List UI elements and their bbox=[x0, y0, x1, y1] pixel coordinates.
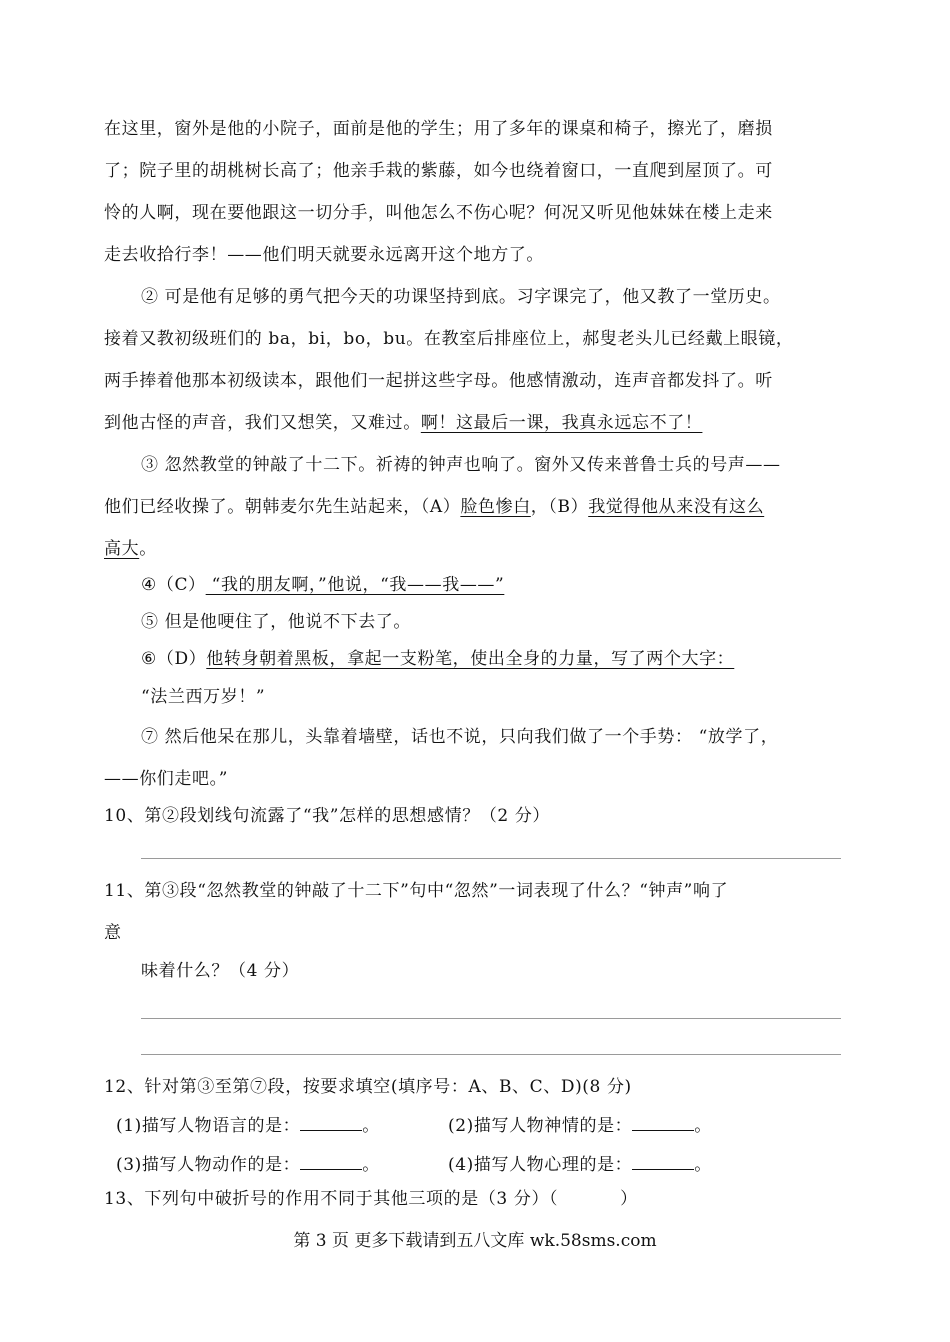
q12-item-label: (1)描写人物语言的是： bbox=[116, 1116, 301, 1136]
answer-line[interactable] bbox=[141, 1054, 841, 1055]
passage-line bbox=[104, 412, 702, 434]
fill-blank[interactable] bbox=[632, 1153, 694, 1170]
question-13-text: 13、下列句中破折号的作用不同于其他三项的是（3 分）（ bbox=[104, 1189, 559, 1209]
underlined-sentence-d: 他转身朝着黑板，拿起一支粉笔，使出全身的力量，写了两个大字： bbox=[206, 649, 735, 669]
passage-line: ③ 忽然教堂的钟敲了十二下。祈祷的钟声也响了。窗外又传来普鲁士兵的号声—— bbox=[141, 455, 781, 475]
passage-line bbox=[104, 538, 157, 560]
question-13 bbox=[104, 1188, 638, 1210]
q12-item bbox=[448, 1153, 712, 1176]
question-13-end: ） bbox=[620, 1189, 638, 1209]
passage-line: 走去收拾行李！——他们明天就要永远离开这个地方了。 bbox=[104, 245, 544, 265]
passage-line bbox=[141, 574, 504, 596]
passage-line bbox=[104, 496, 764, 518]
question-11-cont: 味着什么？（4 分） bbox=[141, 961, 300, 981]
q12-item-label: (2)描写人物神情的是： bbox=[448, 1116, 633, 1136]
passage-line: ② 可是他有足够的勇气把今天的功课坚持到底。习字课完了，他又教了一堂历史。 bbox=[141, 287, 781, 307]
passage-line: 在这里，窗外是他的小院子，面前是他的学生；用了多年的课桌和椅子，擦光了，磨损 bbox=[104, 119, 773, 139]
fill-blank[interactable] bbox=[300, 1153, 362, 1170]
underlined-sentence-c: “我的朋友啊，”他说，“我——我——” bbox=[205, 575, 505, 595]
question-11: 11、第③段“忽然教堂的钟敲了十二下”句中“忽然”一词表现了什么？“钟声”响了 bbox=[104, 881, 729, 901]
fill-blank[interactable] bbox=[632, 1114, 694, 1131]
q12-item-end: 。 bbox=[694, 1155, 712, 1175]
passage-text: 。 bbox=[139, 539, 157, 559]
answer-line[interactable] bbox=[141, 858, 841, 859]
passage-line: 怜的人啊，现在要他跟这一切分手，叫他怎么不伤心呢？何况又听见他妹妹在楼上走来 bbox=[104, 203, 773, 223]
passage-text: ，（B） bbox=[530, 497, 589, 517]
q12-item bbox=[116, 1114, 380, 1137]
passage-text: 到他古怪的声音，我们又想笑，又难过。 bbox=[104, 413, 421, 433]
page-footer: 第 3 页 更多下载请到五八文库 wk.58sms.com bbox=[293, 1231, 657, 1251]
underlined-sentence: 啊！这最后一课，我真永远忘不了！ bbox=[420, 413, 703, 433]
q12-item-end: 。 bbox=[362, 1116, 380, 1136]
passage-text: 他们已经收操了。朝韩麦尔先生站起来，（A） bbox=[104, 497, 461, 517]
passage-line: “法兰西万岁！” bbox=[141, 687, 266, 707]
question-10: 10、第②段划线句流露了“我”怎样的思想感情？（2 分） bbox=[104, 806, 551, 826]
fill-blank[interactable] bbox=[300, 1114, 362, 1131]
passage-line: ⑤ 但是他哽住了，他说不下去了。 bbox=[141, 612, 412, 632]
passage-text: ④（C） bbox=[141, 575, 206, 595]
passage-line: ——你们走吧。” bbox=[104, 769, 228, 789]
q12-item bbox=[448, 1114, 712, 1137]
passage-line: 接着又教初级班们的 ba，bi，bo，bu。在教室后排座位上，郝叟老头儿已经戴上眼镜， bbox=[104, 329, 794, 349]
q12-item bbox=[116, 1153, 380, 1176]
q12-item-label: (3)描写人物动作的是： bbox=[116, 1155, 301, 1175]
q12-item-end: 。 bbox=[362, 1155, 380, 1175]
passage-line bbox=[141, 648, 734, 670]
q12-item-label: (4)描写人物心理的是： bbox=[448, 1155, 633, 1175]
q12-item-end: 。 bbox=[694, 1116, 712, 1136]
answer-line[interactable] bbox=[141, 1018, 841, 1019]
underlined-phrase-a: 脸色惨白 bbox=[460, 497, 531, 517]
passage-line: 了；院子里的胡桃树长高了；他亲手栽的紫藤，如今也绕着窗口，一直爬到屋顶了。可 bbox=[104, 161, 773, 181]
passage-line: 两手捧着他那本初级读本，跟他们一起拼这些字母。他感情激动，连声音都发抖了。听 bbox=[104, 371, 773, 391]
question-12: 12、针对第③至第⑦段，按要求填空(填序号：A、B、C、D)(8 分) bbox=[104, 1077, 632, 1097]
passage-text: ⑥（D） bbox=[141, 649, 207, 669]
underlined-phrase-b: 我觉得他从来没有这么 bbox=[588, 497, 765, 517]
question-11-cont: 意 bbox=[104, 923, 122, 943]
underlined-phrase-b-cont: 高大 bbox=[104, 539, 140, 559]
passage-line: ⑦ 然后他呆在那儿，头靠着墙壁，话也不说，只向我们做了一个手势： “放学了， bbox=[141, 727, 779, 747]
